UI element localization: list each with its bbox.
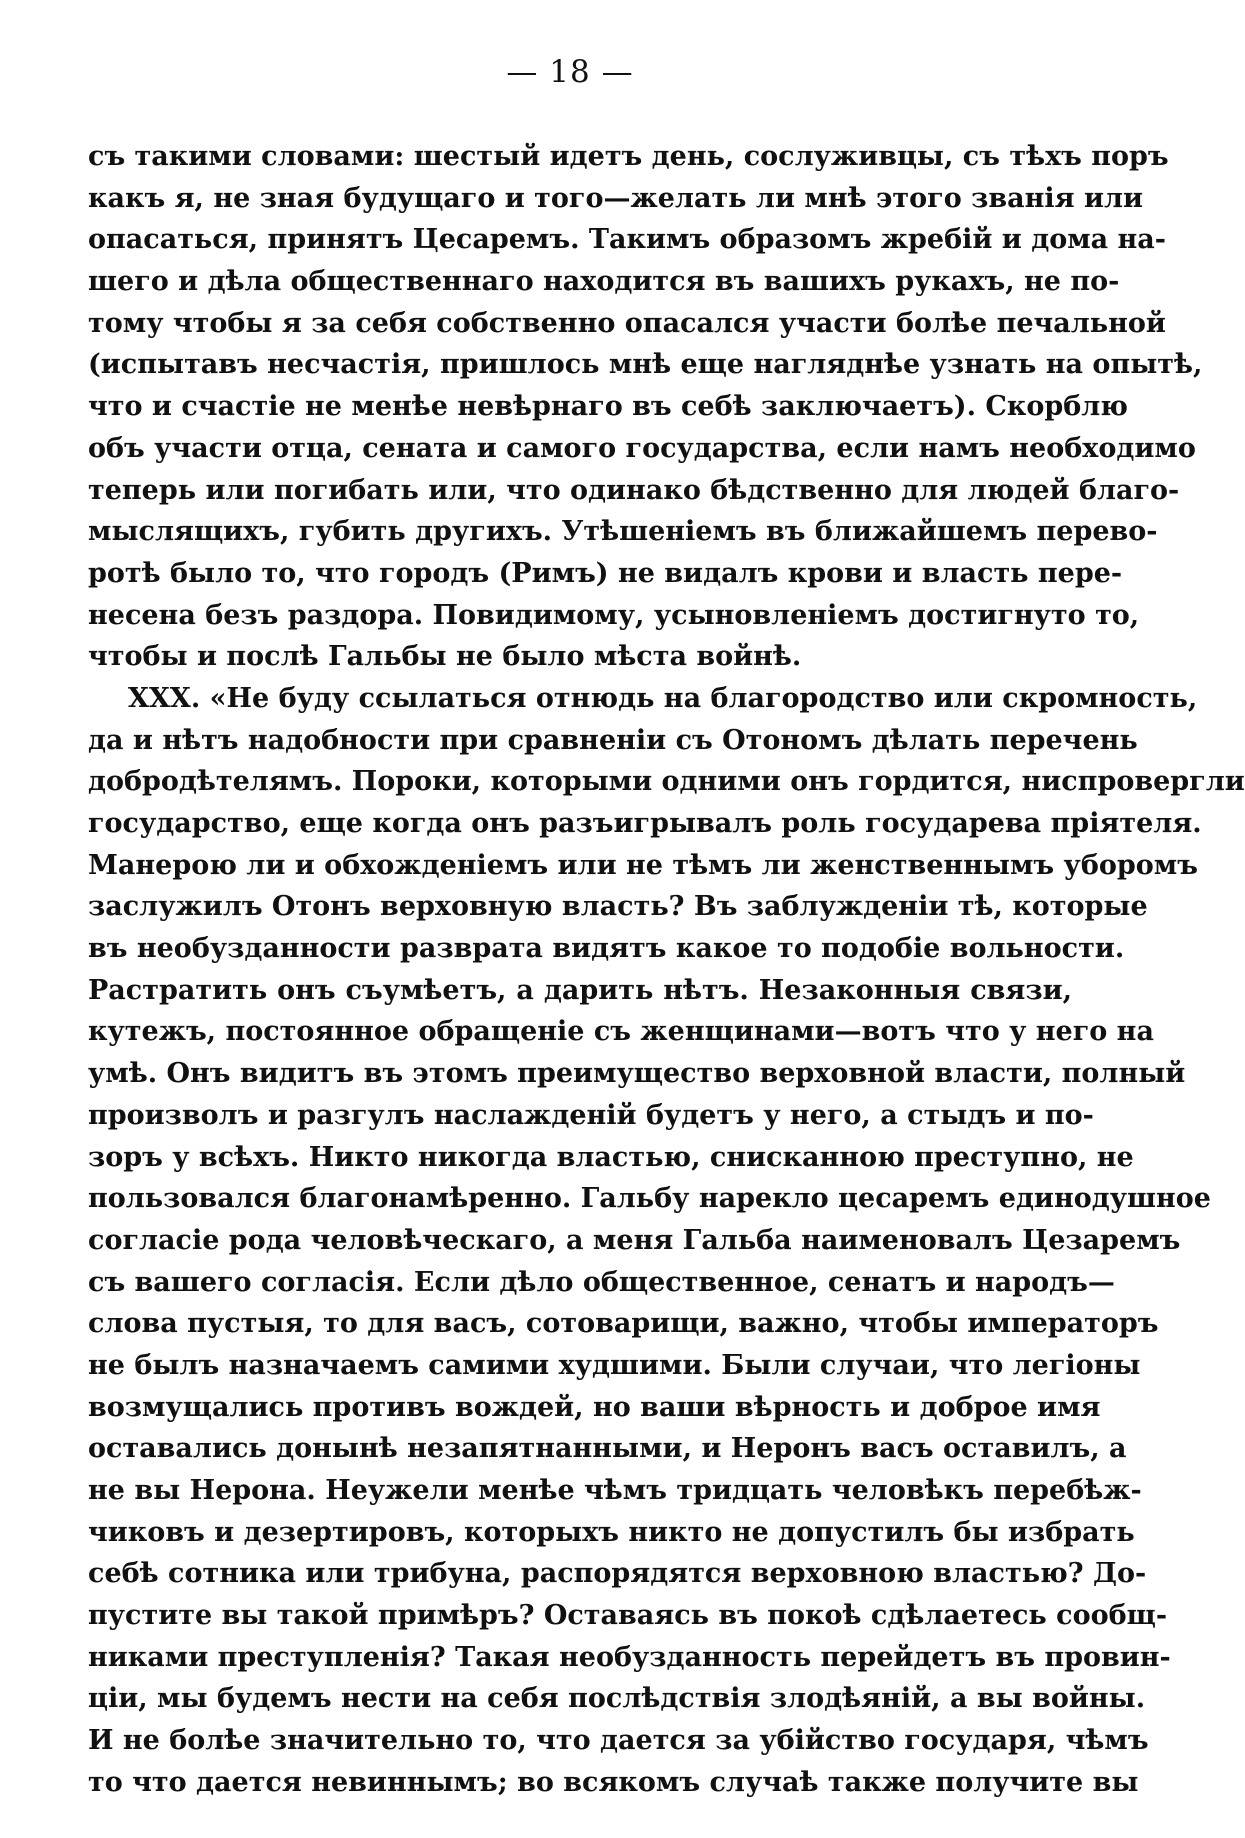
text-line: (испытавъ несчастія, пришлось мнѣ еще нагляднѣе узнать на опытѣ,: [88, 349, 1203, 381]
body-text: [88, 136, 1245, 1804]
text-line: себѣ сотника или трибуна, распорядятся верховною властью? До-: [88, 1558, 1147, 1590]
text-line: возмущались противъ вождей, но ваши вѣрность и доброе имя: [88, 1391, 1101, 1423]
text-line: пользовался благонамѣренно. Гальбу нарекло цесаремъ единодушное: [88, 1183, 1211, 1215]
text-line: то что дается невиннымъ; во всякомъ случаѣ также получите вы: [88, 1766, 1139, 1798]
text-line: съ такими словами: шестый идетъ день, сослуживцы, съ тѣхъ поръ: [88, 141, 1169, 172]
text-line: теперь или погибать или, что одинако бѣдственно для людей благо-: [88, 474, 1180, 506]
text-line: Манерою ли и обхожденіемъ или не тѣмъ ли женственнымъ уборомъ: [88, 849, 1198, 881]
text-line: пустите вы такой примѣръ? Оставаясь въ покоѣ сдѣлаетесь сообщ-: [88, 1600, 1168, 1632]
text-line: зоръ у всѣхъ. Никто никогда властью, снисканною преступно, не: [88, 1141, 1134, 1173]
text-line: не былъ назначаемъ самими худшими. Были случаи, что легіоны: [88, 1349, 1141, 1381]
text-line: мыслящихъ, губить другихъ. Утѣшеніемъ въ ближайшемъ перево-: [88, 516, 1158, 548]
text-line: слова пустыя, то для васъ, сотоварищи, важно, чтобы императоръ: [88, 1308, 1159, 1340]
text-line: какъ я, не зная будущаго и того—желать ли мнѣ этого званія или: [88, 182, 1144, 214]
text-line: никами преступленія? Такая необузданность перейдетъ въ провин-: [88, 1641, 1171, 1673]
text-line: шего и дѣла общественнаго находится въ вашихъ рукахъ, не по-: [88, 266, 1120, 298]
text-line: заслужилъ Отонъ верховную власть? Въ заблужденіи тѣ, которые: [88, 891, 1148, 923]
text-line: чтобы и послѣ Гальбы не было мѣста войнѣ.: [88, 641, 802, 673]
text-line: объ участи отца, сената и самого государства, если намъ необходимо: [88, 432, 1196, 464]
text-line: несена безъ раздора. Повидимому, усыновленіемъ достигнуто то,: [88, 599, 1140, 631]
text-line: ротѣ было то, что городъ (Римъ) не видалъ крови и власть пере-: [88, 557, 1123, 589]
text-line: что и счастіе не менѣе невѣрнаго въ себѣ заключаетъ). Скорблю: [88, 391, 1128, 423]
text-line: съ вашего согласія. Если дѣло общественное, сенатъ и народъ—: [88, 1266, 1115, 1298]
text-line: Растратить онъ съумѣетъ, а дарить нѣтъ. Незаконныя связи,: [88, 974, 1072, 1006]
text-line: тому чтобы я за себя собственно опасался участи болѣе печальной: [88, 307, 1166, 339]
text-line: да и нѣтъ надобности при сравненіи съ Отономъ дѣлать перечень: [88, 724, 1138, 756]
text-line: оставались донынѣ незапятнанными, и Неронъ васъ оставилъ, а: [88, 1433, 1127, 1465]
text-line: согласіе рода человѣческаго, а меня Гальба наименовалъ Цезаремъ: [88, 1224, 1181, 1256]
text-line: добродѣтелямъ. Пороки, которыми одними онъ гордится, ниспровергли: [88, 766, 1245, 798]
text-line: опасаться, принятъ Цесаремъ. Такимъ образомъ жребій и дома на-: [88, 224, 1167, 256]
text-line: кутежъ, постоянное обращеніе съ женщинами—вотъ что у него на: [88, 1016, 1154, 1048]
text-line: произволъ и разгулъ наслажденій будетъ у него, а стыдъ и по-: [88, 1099, 1094, 1131]
text-line: въ необузданности разврата видятъ какое то подобіе вольности.: [88, 933, 1125, 965]
chapter-start-line: XXX. «Не буду ссылаться отнюдь на благородство или скромность,: [128, 682, 1198, 714]
text-line: ціи, мы будемъ нести на себя послѣдствія злодѣяній, а вы войны.: [88, 1683, 1146, 1715]
text-line: чиковъ и дезертировъ, которыхъ никто не допустилъ бы избрать: [88, 1516, 1135, 1548]
text-line: не вы Нерона. Неужели менѣе чѣмъ тридцать человѣкъ перебѣж-: [88, 1475, 1142, 1506]
text-line: И не болѣе значительно то, что дается за убійство государя, чѣмъ: [88, 1725, 1149, 1757]
page-number: — 18 —: [506, 54, 634, 90]
text-line: умѣ. Онъ видитъ въ этомъ преимущество верховной власти, полный: [88, 1058, 1186, 1090]
text-line: государство, еще когда онъ разъигрывалъ роль государева пріятеля.: [88, 808, 1202, 839]
